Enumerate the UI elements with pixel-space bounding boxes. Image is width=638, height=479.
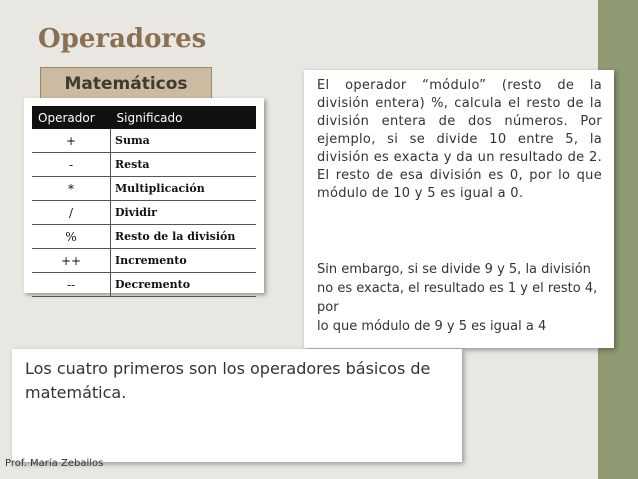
modulo-paragraph-2-line-1: Sin embargo, si se divide 9 y 5, la división no es exacta, el resultado es 1 y el resto 4, por [317, 262, 598, 315]
header-significado: Significado [111, 106, 257, 129]
meaning-cell: Decremento [111, 273, 257, 297]
table-row [32, 201, 256, 225]
modulo-explanation-box [304, 70, 614, 348]
meaning-cell: Resto de la división [111, 225, 257, 249]
subtitle-box [40, 67, 212, 101]
summary-box [12, 349, 462, 462]
meaning-cell: Suma [111, 129, 257, 153]
table-header-row [32, 106, 256, 129]
table-row [32, 273, 256, 297]
operator-cell: -- [32, 273, 111, 297]
modulo-paragraph-2 [317, 260, 602, 336]
table-row [32, 249, 256, 273]
operator-cell: - [32, 153, 111, 177]
meaning-cell: Incremento [111, 249, 257, 273]
header-operador: Operador [32, 106, 111, 129]
meaning-cell: Resta [111, 153, 257, 177]
operator-cell: / [32, 201, 111, 225]
table-row [32, 129, 256, 153]
author-footer: Prof. María Zeballos [5, 458, 104, 469]
operator-cell: % [32, 225, 111, 249]
operator-cell: + [32, 129, 111, 153]
meaning-cell: Multiplicación [111, 177, 257, 201]
operator-cell: ++ [32, 249, 111, 273]
slide-title: Operadores [38, 24, 207, 54]
table-row [32, 225, 256, 249]
modulo-paragraph-2-line-2: lo que módulo de 9 y 5 es igual a 4 [317, 319, 547, 334]
operator-cell: * [32, 177, 111, 201]
operators-table [32, 106, 256, 297]
table-row [32, 153, 256, 177]
subtitle-label: Matemáticos [64, 74, 188, 94]
table-row [32, 177, 256, 201]
meaning-cell: Dividir [111, 201, 257, 225]
summary-text: Los cuatro primeros son los operadores básicos de matemática. [25, 359, 431, 402]
operators-table-card [24, 98, 264, 293]
modulo-paragraph-1: El operador “módulo” (resto de la división entera) %, calcula el resto de la división entera de dos números. Por ejemplo, si se divide 10 entre 5, la división es exacta y da un resultado de 2. El resto de esa división es 0, por lo que módulo de 10 y 5 es igual a 0. [317, 78, 602, 201]
